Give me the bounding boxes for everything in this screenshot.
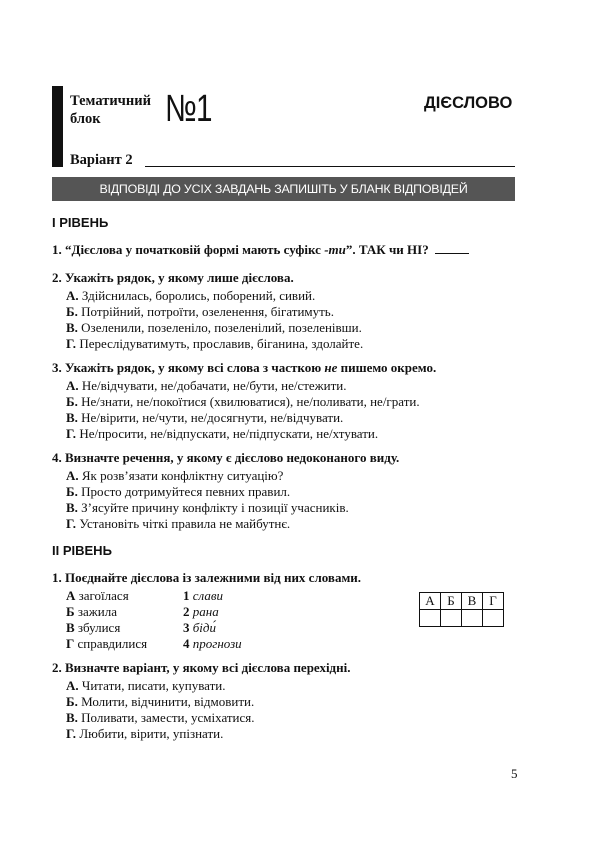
block-number: №1 [165, 88, 212, 130]
variant-label: Варіант 2 [70, 152, 133, 168]
option-g: Г. Любити, вірити, упізнати. [66, 726, 224, 741]
question-number: 1. [52, 242, 62, 257]
suffix-text: -ти [324, 242, 346, 257]
match-right-2: 2 рана [183, 604, 219, 619]
option-a: А. Не/відчувати, не/добачати, не/бути, не/стежити. [66, 378, 347, 393]
option-g: Г. Не/просити, не/відпускати, не/підпускати, не/хтувати. [66, 426, 379, 441]
level-2-title: ІІ РІВЕНЬ [52, 543, 112, 558]
answer-grid-header: А [420, 593, 441, 610]
answer-grid-cell[interactable] [441, 610, 462, 627]
answer-grid-input-row [420, 610, 504, 627]
match-left-v: В збулися [66, 620, 121, 635]
answer-grid-cell[interactable] [462, 610, 483, 627]
answer-grid-header: Б [441, 593, 462, 610]
question-1-1 [52, 242, 469, 258]
option-g: Г. Установіть чіткі правила не майбутнє. [66, 516, 291, 531]
option-a: А. Здійснилась, боролись, поборений, сивий. [66, 288, 316, 303]
option-g: Г. Переслідуватимуть, прославив, біганина, здолайте. [66, 336, 364, 351]
option-a: А. Читати, писати, купувати. [66, 678, 226, 693]
option-v: В. З’ясуйте причину конфлікту і позиції учасників. [66, 500, 349, 515]
answer-blank [435, 242, 469, 254]
match-left-a: А загоїлася [66, 588, 129, 603]
match-right-3: 3 біди́ [183, 620, 216, 635]
option-b: Б. Просто дотримуйтеся певних правил. [66, 484, 291, 499]
instruction-banner: ВІДПОВІДІ ДО УСІХ ЗАВДАНЬ ЗАПИШІТЬ У БЛАНК ВІДПОВІДЕЙ [52, 177, 515, 201]
level-1-title: І РІВЕНЬ [52, 215, 109, 230]
answer-grid [419, 592, 504, 627]
answer-grid-cell[interactable] [420, 610, 441, 627]
option-v: В. Озеленили, позеленіло, позеленілий, позеленівши. [66, 320, 362, 335]
option-b: Б. Потрійний, потроїти, озеленення, бігатимуть. [66, 304, 334, 319]
option-a: А. Як розв’язати конфліктну ситуацію? [66, 468, 284, 483]
match-right-4: 4 прогнози [183, 636, 242, 651]
option-v: В. Поливати, замести, усміхатися. [66, 710, 255, 725]
question-1-4: 4. Визначте речення, у якому є дієслово недоконаного виду. [52, 450, 400, 465]
question-2-2: 2. Визначте варіант, у якому всі дієслова перехідні. [52, 660, 351, 675]
answer-grid-header-row [420, 593, 504, 610]
particle-text: не [324, 360, 338, 375]
block-label-line1: Тематичний [70, 93, 151, 109]
topic-title: ДІЄСЛОВО [424, 94, 513, 112]
section-marker-bar [52, 86, 63, 167]
match-left-b: Б зажила [66, 604, 117, 619]
question-text-end: ”. ТАК чи НІ? [345, 242, 429, 257]
answer-grid-cell[interactable] [483, 610, 504, 627]
question-1-2: 2. Укажіть рядок, у якому лише дієслова. [52, 270, 294, 285]
answer-grid-header: В [462, 593, 483, 610]
page-number: 5 [511, 766, 518, 781]
question-1-3: 3. Укажіть рядок, у якому всі слова з часткою не пишемо окремо. [52, 360, 437, 375]
option-b: Б. Не/знати, не/покоїтися (хвилюватися), не/поливати, не/грати. [66, 394, 420, 409]
match-right-1: 1 слави [183, 588, 223, 603]
option-v: В. Не/вірити, не/чути, не/досягнути, не/відчувати. [66, 410, 344, 425]
name-underline [145, 166, 515, 167]
answer-grid-header: Г [483, 593, 504, 610]
question-2-1: 1. Поєднайте дієслова із залежними від них словами. [52, 570, 362, 585]
block-label [70, 92, 151, 128]
match-left-g: Г справдилися [66, 636, 148, 651]
block-label-line2: блок [70, 111, 101, 127]
option-b: Б. Молити, відчинити, відмовити. [66, 694, 255, 709]
question-text: “Дієслова у початковій формі мають суфікс [65, 242, 325, 257]
